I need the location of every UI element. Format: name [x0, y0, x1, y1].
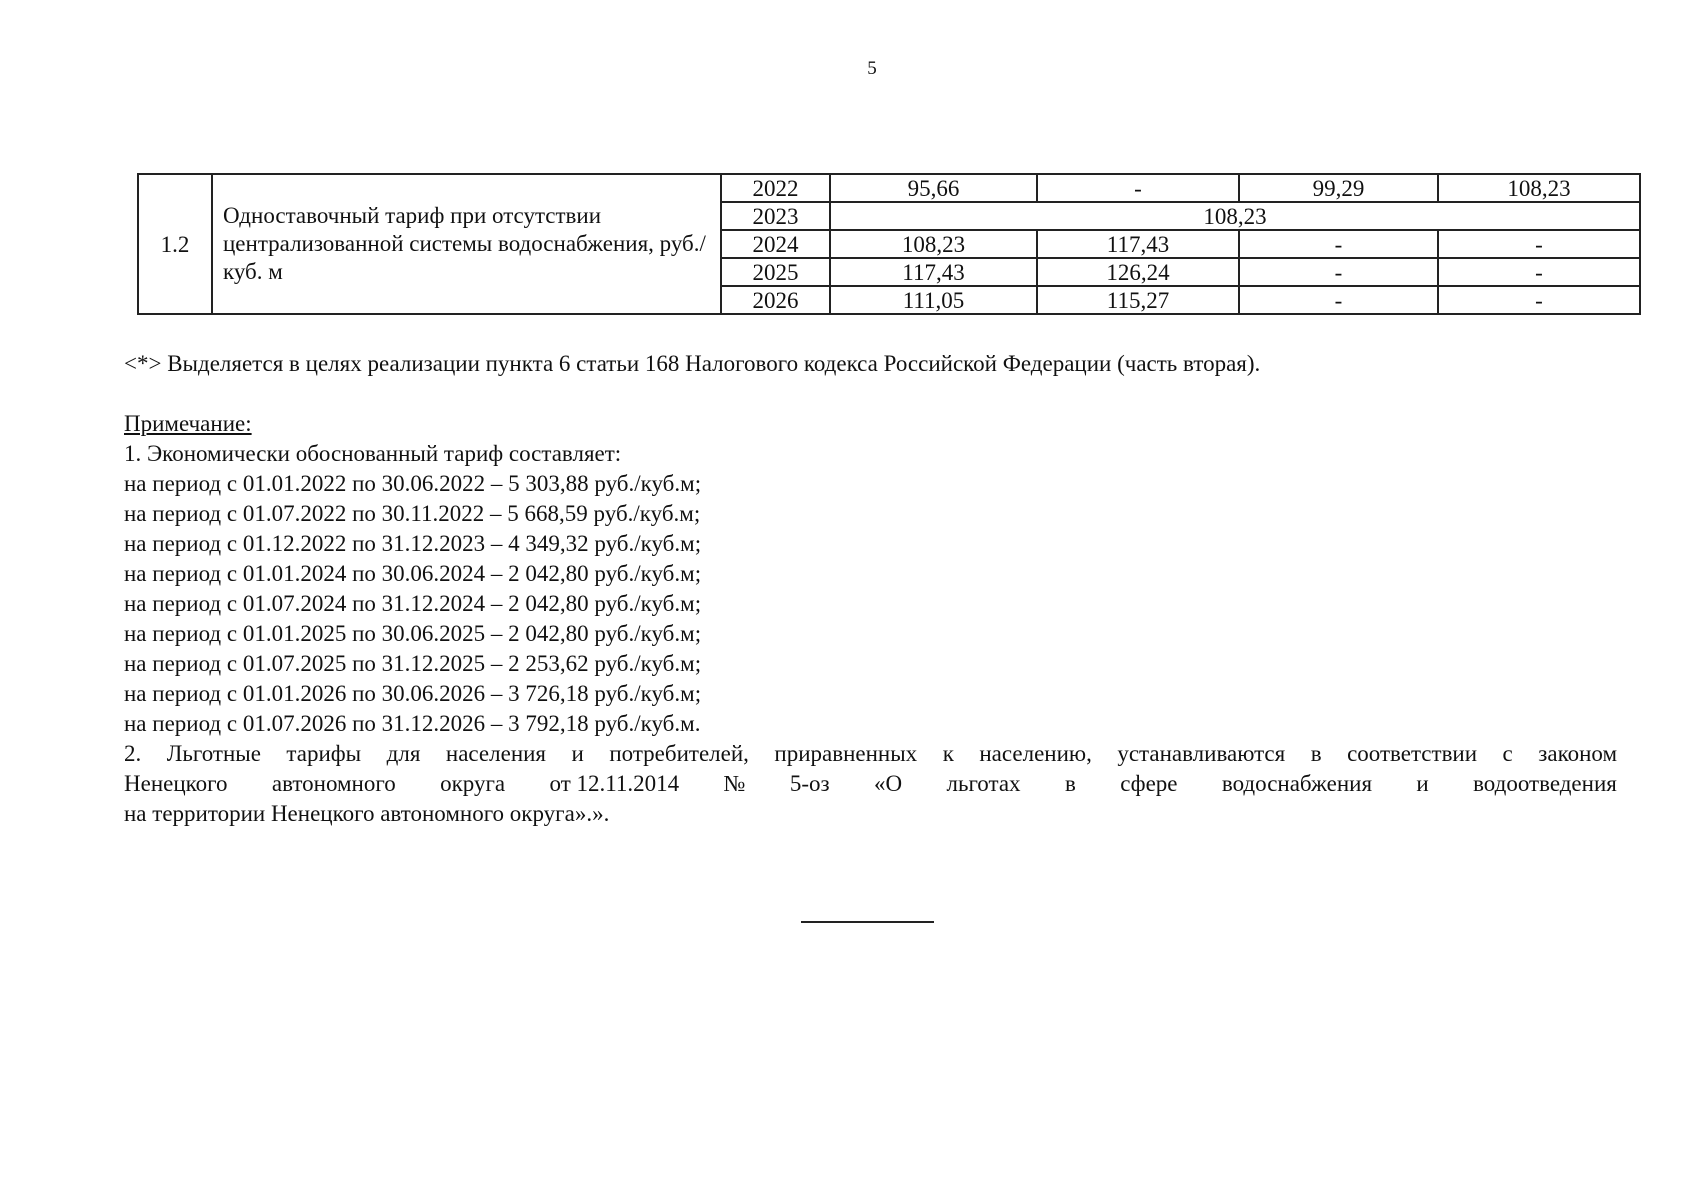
tariff-period-line: на период с 01.12.2022 по 31.12.2023 – 4 349,32 руб./куб.м; [124, 531, 702, 556]
value-cell: 95,66 [830, 174, 1037, 202]
note-item-2-word: округа [440, 771, 506, 796]
page-number: 5 [867, 58, 877, 79]
note-item-2-word: водоотведения [1473, 771, 1617, 796]
note-item-2-word: льготах [946, 771, 1021, 796]
row-number-cell: 1.2 [138, 174, 212, 314]
tariff-table [137, 173, 1641, 315]
note-item-1-title: 1. Экономически обоснованный тариф составляет: [124, 441, 622, 466]
note-item-2-word: Ненецкого [124, 771, 228, 796]
value-cell: 108,23 [830, 230, 1037, 258]
tariff-period-line: на период с 01.07.2022 по 30.11.2022 – 5 668,59 руб./куб.м; [124, 501, 701, 526]
value-cell: 115,27 [1037, 286, 1239, 314]
value-cell: - [1239, 230, 1438, 258]
value-cell: 117,43 [830, 258, 1037, 286]
merged-value-cell: 108,23 [830, 202, 1640, 230]
year-cell: 2023 [721, 202, 830, 230]
year-cell: 2022 [721, 174, 830, 202]
tariff-period-line: на период с 01.07.2025 по 31.12.2025 – 2 253,62 руб./куб.м; [124, 651, 702, 676]
value-cell: - [1037, 174, 1239, 202]
year-cell: 2026 [721, 286, 830, 314]
end-divider [801, 921, 934, 923]
note-item-2-word: 5-оз [789, 771, 830, 796]
value-cell: - [1438, 286, 1640, 314]
footnote: <*> Выделяется в целях реализации пункта 6 статьи 168 Налогового кодекса Российской Федерации (часть вторая). [124, 351, 1261, 376]
value-cell: 108,23 [1438, 174, 1640, 202]
note-item-2-text: 2. Льготные тарифы для населения и потребителей, приравненных к населению, устанавливаются в соответствии с законом [124, 741, 1617, 766]
tariff-period-line: на период с 01.07.2024 по 31.12.2024 – 2 042,80 руб./куб.м; [124, 591, 702, 616]
year-cell: 2024 [721, 230, 830, 258]
table-row [138, 174, 1640, 202]
note-item-2-word: «О [873, 771, 903, 796]
note-item-2-line-2 [124, 769, 1617, 799]
note-item-2-word: автономного [271, 771, 396, 796]
notes-heading: Примечание: [124, 411, 252, 436]
note-item-2-word: и [1416, 771, 1429, 796]
year-cell: 2025 [721, 258, 830, 286]
note-item-2-word: водоснабжения [1221, 771, 1373, 796]
value-cell: - [1438, 258, 1640, 286]
tariff-period-line: на период с 01.01.2026 по 30.06.2026 – 3 726,18 руб./куб.м; [124, 681, 702, 706]
note-item-2-line-1 [124, 739, 1617, 769]
value-cell: - [1239, 258, 1438, 286]
notes-section [124, 409, 1617, 829]
value-cell: 99,29 [1239, 174, 1438, 202]
value-cell: 111,05 [830, 286, 1037, 314]
tariff-description-cell: Одноставочный тариф при отсутствии централизованной системы водоснабжения, руб./куб. м [212, 174, 721, 314]
note-item-2-line-3: на территории Ненецкого автономного округа».». [124, 801, 610, 826]
note-item-2-word: в [1064, 771, 1076, 796]
note-item-2-word: № [723, 771, 746, 796]
value-cell: 117,43 [1037, 230, 1239, 258]
note-item-2-word: сфере [1120, 771, 1178, 796]
value-cell: - [1239, 286, 1438, 314]
tariff-period-line: на период с 01.01.2024 по 30.06.2024 – 2 042,80 руб./куб.м; [124, 561, 702, 586]
note-item-2-word: от 12.11.2014 [549, 771, 680, 796]
value-cell: - [1438, 230, 1640, 258]
tariff-period-line: на период с 01.07.2026 по 31.12.2026 – 3 792,18 руб./куб.м. [124, 711, 701, 736]
tariff-period-line: на период с 01.01.2025 по 30.06.2025 – 2 042,80 руб./куб.м; [124, 621, 702, 646]
value-cell: 126,24 [1037, 258, 1239, 286]
tariff-period-line: на период с 01.01.2022 по 30.06.2022 – 5 303,88 руб./куб.м; [124, 471, 702, 496]
